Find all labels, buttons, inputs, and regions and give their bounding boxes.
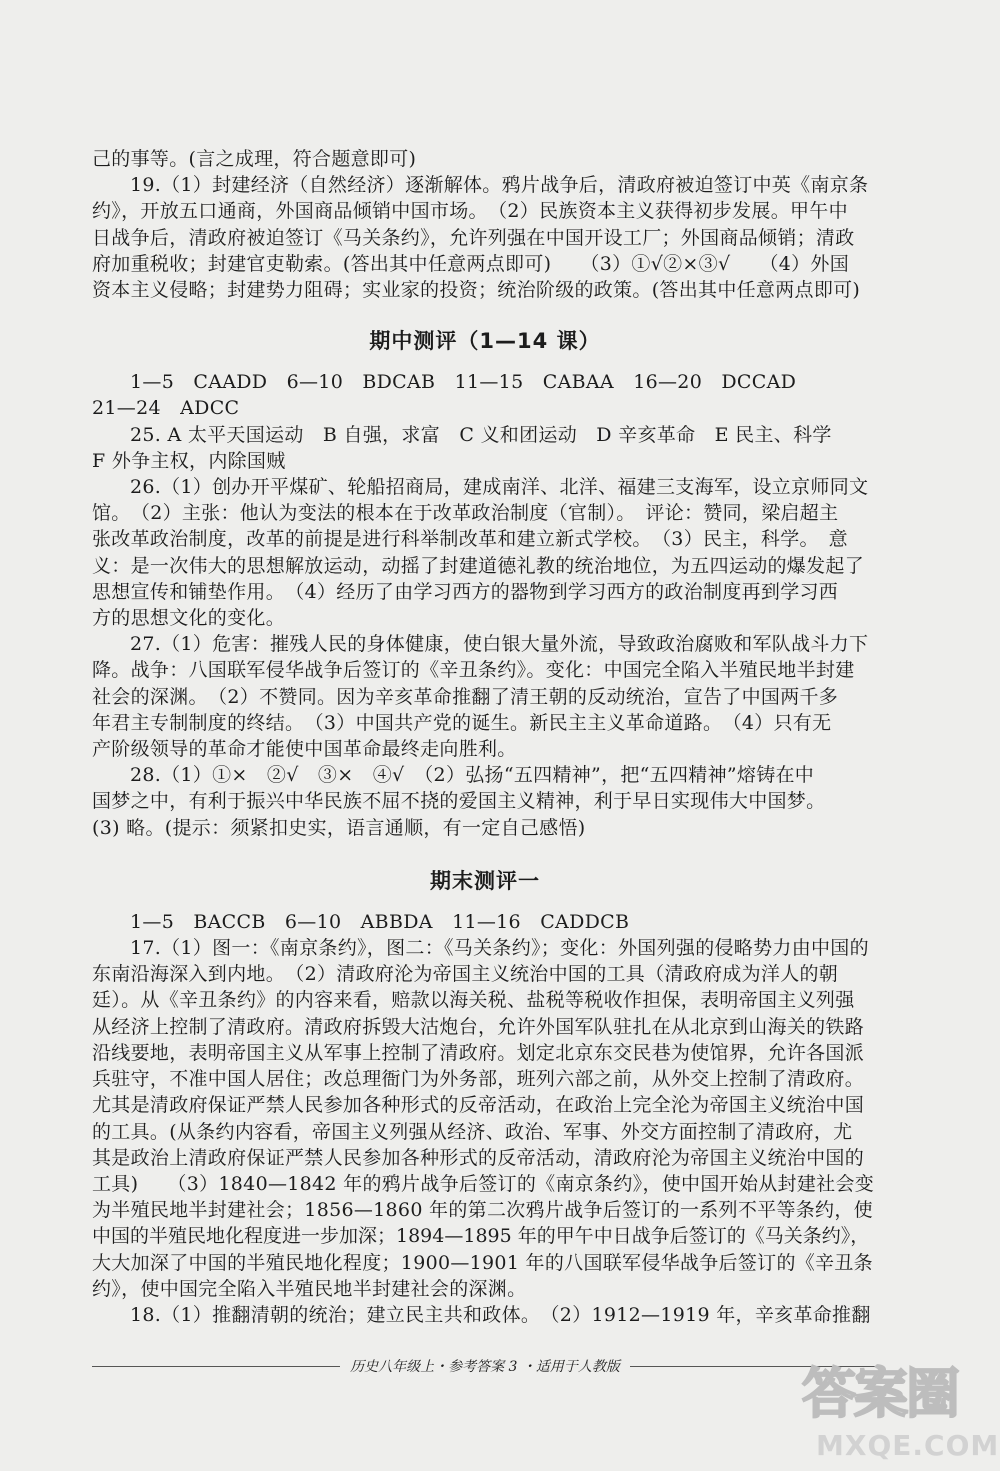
text-line: 廷）。从《辛丑条约》的内容来看，赔款以海关税、盐税等税收作担保，表明帝国主义列强: [92, 989, 855, 1012]
page-footer: [92, 1356, 878, 1376]
footer-text: 历史八年级上・参考答案 3 ・适用于人教版: [350, 1359, 620, 1375]
text-line: 国梦之中，有利于振兴中华民族不屈不挠的爱国主义精神，利于早日实现伟大中国梦。: [92, 790, 826, 813]
text-line: 己的事等。(言之成理，符合题意即可): [92, 148, 417, 170]
footer-rule-left: [92, 1366, 340, 1367]
text-line: 1—5 BACCB 6—10 ABBDA 11—16 CADDCB: [130, 910, 630, 933]
text-line: 的工具。(从条约内容看，帝国主义列强从经济、政治、军事、外交方面控制了清政府，尤: [92, 1120, 853, 1143]
watermark-logo: [790, 1345, 1000, 1465]
text-line: (3) 略。(提示：须紧扣史实，语言通顺，有一定自己感悟): [92, 816, 586, 839]
text-line: 年君主专制制度的终结。 （3）中国共产党的诞生。新民主主义革命道路。 （4）只有无: [92, 711, 832, 734]
part3-block: [92, 909, 878, 1328]
text-line: 东南沿海深入到内地。 （2）清政府沦为帝国主义统治中国的工具（清政府成为洋人的朝: [92, 963, 839, 986]
text-line: 约》，使中国完全陷入半殖民地半封建社会的深渊。: [92, 1277, 527, 1300]
text-line: 方的思想文化的变化。: [92, 607, 286, 630]
section-title-midterm: 期中测评（1—14 课）: [369, 329, 601, 354]
text-line: 其是政治上清政府保证严禁人民参加各种形式的反帝活动，清政府沦为帝国主义统治中国的: [92, 1146, 865, 1169]
text-line: 沿线要地，表明帝国主义从军事上控制了清政府。划定北京东交民巷为使馆界，允许各国派: [92, 1041, 865, 1064]
part1-block: [92, 146, 878, 303]
text-line: 兵驻守，不准中国人居住；改总理衙门为外务部，班列六部之前，从外交上控制了清政府。: [92, 1068, 865, 1091]
watermark-url: MXQE.COM: [816, 1429, 1000, 1462]
text-line: 降。战争：八国联军侵华战争后签订的《辛丑条约》。变化：中国完全陷入半殖民地半封建: [92, 659, 855, 682]
text-line: 义：是一次伟大的思想解放运动，动摇了封建道德礼教的统治地位，为五四运动的爆发起了: [92, 554, 865, 577]
text-line: 为半殖民地半封建社会；1856—1860 年的第二次鸦片战争后签订的一系列不平等条约，使: [92, 1199, 873, 1222]
text-line: 25. A 太平天国运动 B 自强，求富 C 义和团运动 D 辛亥革命 E 民主、科学: [130, 423, 832, 446]
text-line: 26.（1）创办开平煤矿、轮船招商局，建成南洋、北洋、福建三支海军，设立京师同文: [130, 476, 869, 499]
text-line: 中国的半殖民地化程度进一步加深；1894—1895 年的甲午中日战争后签订的《马关条约》，: [92, 1225, 870, 1248]
text-line: 27.（1）危害：摧残人民的身体健康，使白银大量外流，导致政治腐败和军队战斗力下: [130, 633, 869, 656]
text-line: 约》，开放五口通商，外国商品倾销中国市场。 （2）民族资本主义获得初步发展。甲午中: [92, 200, 848, 223]
text-line: 1—5 CAADD 6—10 BDCAB 11—15 CABAA 16—20 DCCAD: [130, 371, 797, 394]
text-line: 尤其是清政府保证严禁人民参加各种形式的反帝活动，在政治上完全沦为帝国主义统治中国: [92, 1094, 865, 1117]
text-line: 社会的深渊。 （2）不赞同。因为辛亥革命推翻了清王朝的反动统治，宣告了中国两千多: [92, 685, 839, 708]
text-line: 大大加深了中国的半殖民地化程度；1900—1901 年的八国联军侵华战争后签订的《辛丑条: [92, 1251, 873, 1274]
part2-block: [92, 369, 878, 841]
text-line: 工具) （3）1840—1842 年的鸦片战争后签订的《南京条约》，使中国开始从封建社会变: [92, 1172, 875, 1195]
text-line: 馆。 （2）主张：他认为变法的根本在于改革政治制度（官制）。 评论：赞同，梁启超主: [92, 502, 839, 525]
text-line: 产阶级领导的革命才能使中国革命最终走向胜利。: [92, 738, 517, 761]
text-line: 府加重税收；封建官吏勒索。(答出其中任意两点即可) （3）①√②×③√ （4）外国: [92, 252, 850, 275]
text-line: 思想宣传和铺垫作用。 （4）经历了由学习西方的器物到学习西方的政治制度再到学习西: [92, 580, 839, 603]
text-line: 19.（1）封建经济（自然经济）逐渐解体。鸦片战争后，清政府被迫签订中英《南京条: [130, 174, 869, 197]
text-line: 资本主义侵略；封建势力阻碍；实业家的投资；统治阶级的政策。(答出其中任意两点即可): [92, 279, 861, 302]
text-line: 张改革政治制度，改革的前提是进行科举制改革和建立新式学校。 （3）民主，科学。 意: [92, 528, 848, 551]
watermark-logo-text: 答案圈: [802, 1362, 958, 1425]
text-line: 从经济上控制了清政府。清政府拆毁大沽炮台，允许外国军队驻扎在从北京到山海关的铁路: [92, 1015, 865, 1038]
text-line: 21—24 ADCC: [92, 397, 240, 420]
text-line: 日战争后，清政府被迫签订《马关条约》，允许列强在中国开设工厂；外国商品倾销；清政: [92, 226, 855, 249]
text-line: 28.（1）①× ②√ ③× ④√ （2）弘扬“五四精神”，把“五四精神”熔铸在中: [130, 764, 815, 787]
text-line: 17.（1）图一：《南京条约》，图二：《马关条约》；变化：外国列强的侵略势力由中国的: [130, 937, 869, 960]
text-line: F 外争主权，内除国贼: [92, 449, 286, 472]
text-line: 18.（1）推翻清朝的统治；建立民主共和政体。 （2）1912—1919 年，辛亥革命推翻: [130, 1303, 871, 1326]
section-title-final: 期末测评一: [430, 868, 540, 893]
answer-content: [92, 146, 878, 1328]
